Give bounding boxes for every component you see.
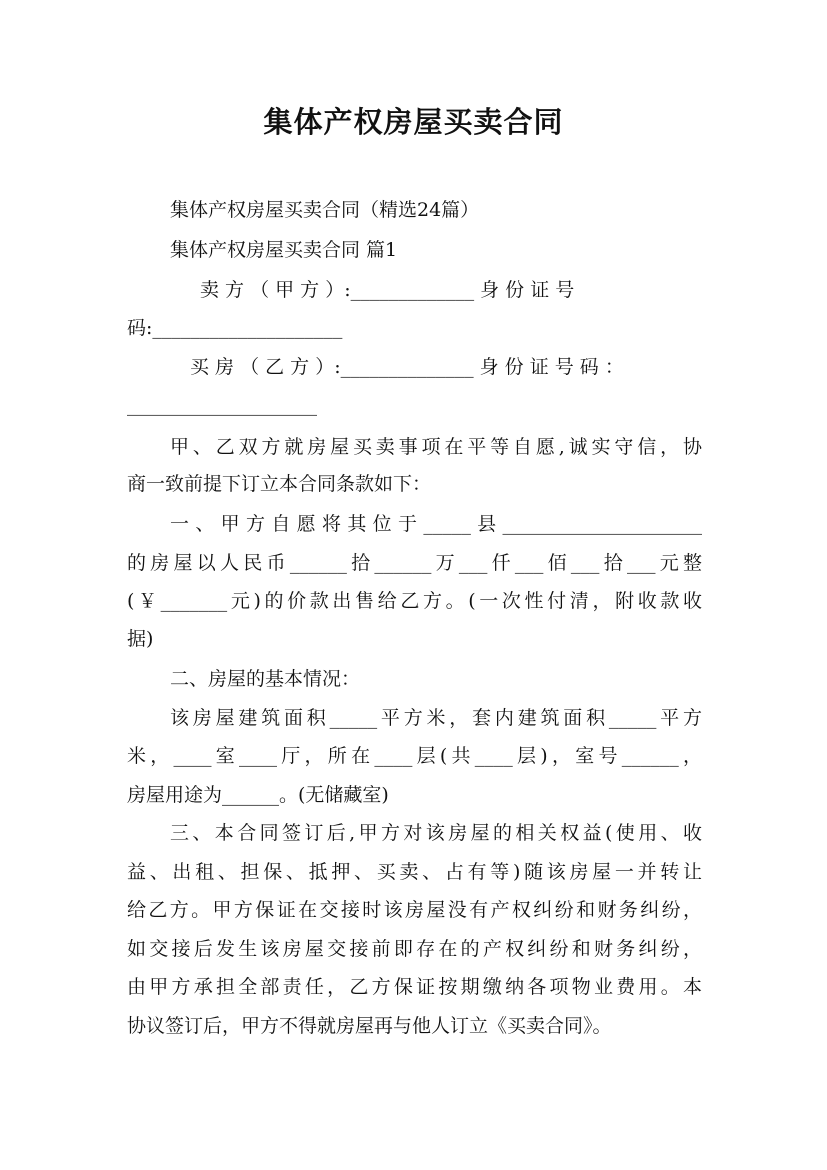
paragraph-line: 三、本合同签订后,甲方对该房屋的相关权益(使用、收 xyxy=(170,822,702,844)
paragraph-line: 协议签订后，甲方不得就房屋再与他人订立《买卖合同》。 xyxy=(127,1015,612,1037)
paragraph-line: 的房屋以人民币______拾______万___仟___佰___拾___元整 xyxy=(127,552,702,574)
paragraph-line: 一、甲方自愿将其位于_____县_____________________ xyxy=(170,513,702,535)
paragraph-line: 房屋用途为______。(无储藏室) xyxy=(127,784,389,806)
paragraph-line: 据) xyxy=(127,628,154,650)
paragraph-line: 如交接后发生该房屋交接前即存在的产权纠纷和财务纠纷， xyxy=(127,938,702,960)
paragraph-line: 米，____室____厅，所在____层(共____层)，室号______， xyxy=(127,745,702,767)
document-title: 集体产权房屋买卖合同 xyxy=(263,105,564,139)
paragraph-line: 商一致前提下订立本合同条款如下： xyxy=(127,473,432,495)
buyer-id-line: ____________________ xyxy=(127,394,317,416)
section-heading: 集体产权房屋买卖合同 篇1 xyxy=(170,239,398,261)
paragraph-line: 甲、乙双方就房屋买卖事项在平等自愿,诚实守信，协 xyxy=(170,436,702,458)
buyer-line: 买 房 （ 乙 方 ）:______________ 身 份 证 号 码 ： xyxy=(190,356,624,378)
section-heading: 二、房屋的基本情况： xyxy=(170,668,361,690)
paragraph-line: (￥_______元)的价款出售给乙方。(一次性付清，附收款收 xyxy=(127,590,702,612)
paragraph-line: 给乙方。甲方保证在交接时该房屋没有产权纠纷和财务纠纷， xyxy=(127,899,702,921)
seller-id-line: 码:____________________ xyxy=(127,317,343,339)
paragraph-line: 益、出租、担保、抵押、买卖、占有等)随该房屋一并转让 xyxy=(127,861,702,883)
subtitle-line: 集体产权房屋买卖合同（精选24篇） xyxy=(170,199,480,221)
paragraph-line: 由甲方承担全部责任，乙方保证按期缴纳各项物业费用。本 xyxy=(127,976,702,998)
seller-line: 卖 方 （ 甲 方 ）:_____________ 身 份 证 号 xyxy=(200,279,575,301)
paragraph-line: 该房屋建筑面积_____平方米，套内建筑面积_____平方 xyxy=(170,707,702,729)
